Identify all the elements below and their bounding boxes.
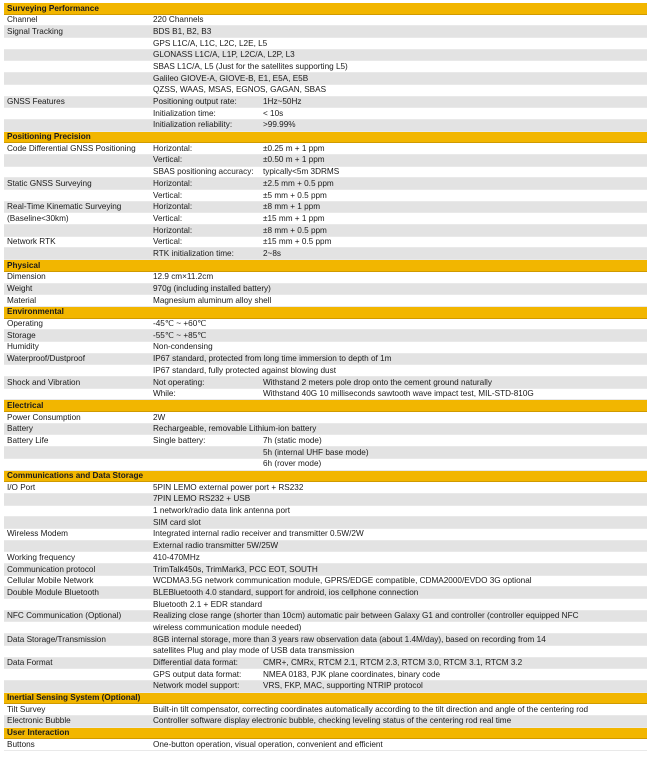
- spec-label: Data Storage/Transmission: [7, 634, 106, 644]
- spec-value-cell: [153, 680, 647, 692]
- spec-row: [4, 552, 647, 564]
- spec-row: [4, 97, 647, 109]
- spec-value-cell: [153, 657, 647, 669]
- spec-label: Weight: [7, 284, 33, 293]
- spec-label: Material: [7, 295, 37, 305]
- spec-row: [4, 120, 647, 132]
- spec-sublabel: RTK initialization time:: [153, 248, 234, 258]
- spec-row: [4, 155, 647, 167]
- spec-value-cell: [153, 166, 647, 178]
- spec-row: [4, 248, 647, 260]
- spec-row: [4, 435, 647, 447]
- spec-value-cell: [153, 715, 647, 727]
- spec-value: 970g (including installed battery): [153, 284, 271, 293]
- section-title: Surveying Performance: [7, 3, 99, 13]
- spec-label: Storage: [7, 330, 36, 340]
- spec-row: [4, 365, 647, 377]
- spec-value: CMR+, CMRx, RTCM 2.1, RTCM 2.3, RTCM 3.0, RTCM 3.1, RTCM 3.2: [263, 658, 523, 667]
- spec-value: 2~8s: [263, 248, 281, 258]
- spec-label: Electronic Bubble: [7, 716, 71, 726]
- spec-row: [4, 342, 647, 354]
- spec-value: ±0.25 m + 1 ppm: [263, 143, 325, 153]
- spec-sublabel: Horizontal:: [153, 143, 193, 153]
- spec-row: [4, 178, 647, 190]
- spec-value: 6h (rover mode): [263, 459, 322, 469]
- spec-value-cell: [153, 540, 647, 552]
- spec-label: GNSS Features: [7, 97, 65, 106]
- spec-value-cell: [153, 482, 647, 494]
- spec-value-cell: [153, 178, 647, 190]
- spec-row: [4, 190, 647, 202]
- section-title: Communications and Data Storage: [7, 471, 144, 480]
- spec-label: Battery: [7, 424, 33, 434]
- spec-label: Waterproof/Dustproof: [7, 354, 85, 364]
- spec-row: [4, 669, 647, 681]
- section-title: User Interaction: [7, 728, 70, 738]
- spec-value-cell: [153, 213, 647, 225]
- spec-value-cell: [153, 610, 647, 622]
- spec-row: [4, 517, 647, 529]
- spec-row: [4, 587, 647, 599]
- spec-label: Double Module Bluetooth: [7, 587, 99, 597]
- spec-row: [4, 681, 647, 693]
- spec-value-cell: [153, 14, 647, 26]
- section-title: Electrical: [7, 400, 44, 410]
- section-header: [4, 307, 647, 319]
- spec-value-cell: [153, 248, 647, 260]
- spec-value-cell: [153, 575, 647, 587]
- spec-value-cell: [153, 564, 647, 576]
- spec-sublabel: While:: [153, 389, 176, 399]
- spec-value-cell: [153, 377, 647, 389]
- spec-row: [4, 213, 647, 225]
- spec-value: Rechargeable, removable Lithium-ion battery: [153, 424, 317, 434]
- spec-row: [4, 73, 647, 85]
- spec-sublabel: Network model support:: [153, 681, 240, 691]
- spec-value-cell: [153, 447, 647, 459]
- spec-value: GPS L1C/A, L1C, L2C, L2E, L5: [153, 38, 268, 48]
- spec-label: NFC Communication (Optional): [7, 611, 122, 621]
- spec-label: Dimension: [7, 272, 46, 282]
- spec-value-cell: [153, 84, 647, 96]
- section-header: [4, 132, 647, 144]
- spec-sublabel: Vertical:: [153, 237, 183, 247]
- spec-row: [4, 459, 647, 471]
- spec-value: One-button operation, visual operation, convenient and efficient: [153, 739, 383, 749]
- spec-row: [4, 576, 647, 588]
- spec-row: [4, 50, 647, 62]
- spec-sublabel: Vertical:: [153, 190, 183, 200]
- spec-row: [4, 611, 647, 623]
- spec-value-cell: [153, 552, 647, 564]
- spec-value: NMEA 0183, PJK plane coordinates, binary code: [263, 669, 441, 679]
- spec-value-cell: [153, 634, 647, 646]
- spec-label: Network RTK: [7, 237, 56, 247]
- spec-value: ±0.50 m + 1 ppm: [263, 155, 325, 165]
- spec-row: [4, 202, 647, 214]
- spec-label: Humidity: [7, 342, 39, 352]
- spec-row: [4, 541, 647, 553]
- spec-value-cell: [153, 283, 647, 295]
- spec-table: [4, 3, 647, 751]
- spec-row: [4, 564, 647, 576]
- spec-value-cell: [153, 517, 647, 529]
- spec-row: [4, 15, 647, 27]
- spec-row: [4, 622, 647, 634]
- spec-value: External radio transmitter 5W/25W: [153, 541, 279, 551]
- spec-row: [4, 447, 647, 459]
- spec-value: Non-condensing: [153, 342, 213, 352]
- spec-value-cell: [153, 271, 647, 283]
- spec-label: Buttons: [7, 739, 35, 749]
- spec-row: [4, 85, 647, 97]
- spec-value-cell: [153, 739, 647, 751]
- spec-label: Tilt Survey: [7, 704, 46, 714]
- spec-value: Withstand 2 meters pole drop onto the cement ground naturally: [263, 377, 492, 387]
- spec-value: VRS, FKP, MAC, supporting NTRIP protocol: [263, 681, 423, 691]
- spec-sublabel: Horizontal:: [153, 202, 193, 212]
- spec-value-cell: [153, 154, 647, 166]
- spec-value-cell: [153, 423, 647, 435]
- section-header: [4, 693, 647, 705]
- spec-row: [4, 330, 647, 342]
- spec-value-cell: [153, 236, 647, 248]
- spec-value: GLONASS L1C/A, L1P, L2C/A, L2P, L3: [153, 50, 295, 60]
- spec-row: [4, 529, 647, 541]
- spec-value: wireless communication module needed): [153, 622, 302, 632]
- spec-value-cell: [153, 704, 647, 716]
- spec-row: [4, 599, 647, 611]
- spec-value: SBAS L1C/A, L5 (Just for the satellites supporting L5): [153, 61, 348, 71]
- spec-label: Static GNSS Surveying: [7, 178, 92, 188]
- spec-sublabel: Differential data format:: [153, 658, 238, 667]
- spec-value: 410-470MHz: [153, 552, 200, 562]
- spec-value-cell: [153, 201, 647, 213]
- spec-sublabel: Vertical:: [153, 155, 183, 165]
- spec-label: Power Consumption: [7, 412, 81, 422]
- spec-row: [4, 646, 647, 658]
- spec-row: [4, 354, 647, 366]
- spec-value-cell: [153, 458, 647, 470]
- spec-label: Battery Life: [7, 435, 49, 445]
- section-header: [4, 3, 647, 15]
- spec-label: Real-Time Kinematic Surveying: [7, 202, 122, 212]
- spec-value-cell: [153, 295, 647, 307]
- spec-value: WCDMA3.5G network communication module, GPRS/EDGE compatible, CDMA2000/EVDO 3G optional: [153, 576, 532, 586]
- spec-value-cell: [153, 330, 647, 342]
- spec-value-cell: [153, 365, 647, 377]
- spec-value: TrimTalk450s, TrimMark3, PCC EOT, SOUTH: [153, 564, 318, 574]
- spec-value: 2W: [153, 412, 166, 422]
- spec-value-cell: [153, 341, 647, 353]
- spec-sublabel: [153, 458, 263, 470]
- section-header: [4, 400, 647, 412]
- spec-label: (Baseline<30km): [7, 213, 69, 223]
- spec-label: Signal Tracking: [7, 26, 63, 36]
- spec-sublabel: Horizontal:: [153, 225, 193, 235]
- spec-value: < 10s: [263, 108, 284, 118]
- spec-sublabel: Positioning output rate:: [153, 97, 237, 106]
- spec-row: [4, 658, 647, 670]
- section-title: Positioning Precision: [7, 132, 91, 142]
- spec-sublabel: Vertical:: [153, 213, 183, 223]
- spec-value-cell: [153, 318, 647, 330]
- spec-value: BDS B1, B2, B3: [153, 26, 212, 36]
- section-header: [4, 471, 647, 483]
- spec-value-cell: [153, 108, 647, 120]
- spec-value-cell: [153, 599, 647, 611]
- spec-row: [4, 506, 647, 518]
- spec-value: SIM card slot: [153, 517, 201, 527]
- section-header: [4, 260, 647, 272]
- spec-value-cell: [153, 493, 647, 505]
- spec-value-cell: [153, 61, 647, 73]
- spec-value-cell: [153, 353, 647, 365]
- spec-value: >99.99%: [263, 120, 296, 130]
- spec-value: Controller software display electronic bubble, checking leveling status of the centering rod real time: [153, 716, 512, 726]
- spec-row: [4, 739, 647, 751]
- spec-value-cell: [153, 388, 647, 400]
- spec-value: BLEBluetooth 4.0 standard, support for android, ios cellphone connection: [153, 587, 419, 597]
- spec-value: Bluetooth 2.1 + EDR standard: [153, 599, 263, 609]
- spec-value-cell: [153, 528, 647, 540]
- spec-value-cell: [153, 119, 647, 131]
- spec-value: 12.9 cm×11.2cm: [153, 272, 214, 282]
- spec-value-cell: [153, 587, 647, 599]
- spec-value: IP67 standard, protected from long time immersion to depth of 1m: [153, 354, 392, 364]
- spec-value-cell: [153, 143, 647, 155]
- spec-row: [4, 38, 647, 50]
- spec-value: 8GB internal storage, more than 3 years raw observation data (about 1.4M/day), based on recording from 14: [153, 634, 546, 644]
- spec-label: Communication protocol: [7, 564, 96, 574]
- spec-sublabel: Initialization reliability:: [153, 120, 233, 130]
- spec-value-cell: [153, 96, 647, 108]
- spec-sublabel: Single battery:: [153, 435, 206, 445]
- spec-sublabel: SBAS positioning accuracy:: [153, 167, 254, 177]
- spec-value: satellites Plug and play mode of USB data transmission: [153, 646, 355, 656]
- spec-value-cell: [153, 622, 647, 634]
- spec-value: 220 Channels: [153, 15, 204, 25]
- spec-sublabel: GPS output data format:: [153, 669, 242, 679]
- spec-value-cell: [153, 26, 647, 38]
- spec-row: [4, 143, 647, 155]
- spec-value: Realizing close range (shorter than 10cm) automatic pair between Galaxy G1 and controller (controller equipped NFC: [153, 611, 579, 621]
- spec-value: 5PIN LEMO external power port + RS232: [153, 482, 304, 492]
- spec-label: Cellular Mobile Network: [7, 576, 94, 586]
- section-title: Environmental: [7, 307, 64, 317]
- spec-value: ±8 mm + 0.5 ppm: [263, 225, 327, 235]
- section-header: [4, 728, 647, 740]
- spec-value: -55℃ ~ +85℃: [153, 330, 207, 340]
- spec-value-cell: [153, 225, 647, 237]
- spec-value: QZSS, WAAS, MSAS, EGNOS, GAGAN, SBAS: [153, 85, 327, 95]
- spec-value: Integrated internal radio receiver and transmitter 0.5W/2W: [153, 529, 364, 539]
- spec-sublabel: Horizontal:: [153, 178, 193, 188]
- spec-sublabel: Initialization time:: [153, 108, 216, 118]
- spec-sublabel: [153, 447, 263, 459]
- spec-row: [4, 424, 647, 436]
- spec-value: 7h (static mode): [263, 435, 322, 445]
- spec-row: [4, 108, 647, 120]
- spec-row: [4, 389, 647, 401]
- spec-value-cell: [153, 669, 647, 681]
- spec-row: [4, 377, 647, 389]
- spec-row: [4, 295, 647, 307]
- spec-value: Withstand 40G 10 milliseconds sawtooth wave impact test, MIL-STD-810G: [263, 389, 534, 399]
- spec-row: [4, 284, 647, 296]
- spec-value: ±15 mm + 1 ppm: [263, 213, 325, 223]
- spec-value: ±8 mm + 1 ppm: [263, 202, 321, 212]
- spec-value: ±2.5 mm + 0.5 ppm: [263, 178, 334, 188]
- spec-row: [4, 225, 647, 237]
- spec-value: Galileo GIOVE-A, GIOVE-B, E1, E5A, E5B: [153, 73, 309, 83]
- spec-value: typically<5m 3DRMS: [263, 167, 340, 177]
- spec-value: ±15 mm + 0.5 ppm: [263, 237, 332, 247]
- spec-row: [4, 61, 647, 73]
- spec-value: 1 network/radio data link antenna port: [153, 506, 291, 516]
- spec-label: Channel: [7, 15, 38, 25]
- spec-row: [4, 634, 647, 646]
- spec-value: -45℃ ~ +60℃: [153, 319, 207, 329]
- spec-value: ±5 mm + 0.5 ppm: [263, 190, 327, 200]
- spec-row: [4, 167, 647, 179]
- spec-value: IP67 standard, fully protected against blowing dust: [153, 365, 336, 375]
- spec-label: Shock and Vibration: [7, 377, 81, 387]
- spec-value: Built-in tilt compensator, correcting coordinates automatically according to the tilt direction and angle of the centering rod: [153, 704, 589, 714]
- spec-row: [4, 26, 647, 38]
- spec-row: [4, 704, 647, 716]
- spec-label: Working frequency: [7, 552, 76, 562]
- section-title: Inertial Sensing System (Optional): [7, 693, 141, 703]
- spec-label: Wireless Modem: [7, 529, 68, 539]
- spec-value-cell: [153, 49, 647, 61]
- spec-value-cell: [153, 73, 647, 85]
- spec-value-cell: [153, 645, 647, 657]
- spec-row: [4, 494, 647, 506]
- spec-sublabel: Not operating:: [153, 377, 205, 387]
- spec-label: I/O Port: [7, 482, 36, 492]
- spec-row: [4, 412, 647, 424]
- spec-label: Data Format: [7, 658, 53, 667]
- spec-value: 7PIN LEMO RS232 + USB: [153, 494, 251, 504]
- spec-value: 1Hz~50Hz: [263, 97, 302, 106]
- spec-value: Magnesium aluminum alloy shell: [153, 295, 272, 305]
- spec-value-cell: [153, 190, 647, 202]
- spec-row: [4, 319, 647, 331]
- spec-label: Code Differential GNSS Positioning: [7, 143, 136, 153]
- spec-value-cell: [153, 412, 647, 424]
- spec-row: [4, 482, 647, 494]
- spec-row: [4, 272, 647, 284]
- spec-row: [4, 716, 647, 728]
- spec-value: 5h (internal UHF base mode): [263, 447, 369, 457]
- spec-row: [4, 237, 647, 249]
- section-title: Physical: [7, 260, 41, 270]
- spec-value-cell: [153, 38, 647, 50]
- spec-value-cell: [153, 505, 647, 517]
- spec-label: Operating: [7, 319, 43, 329]
- spec-value-cell: [153, 435, 647, 447]
